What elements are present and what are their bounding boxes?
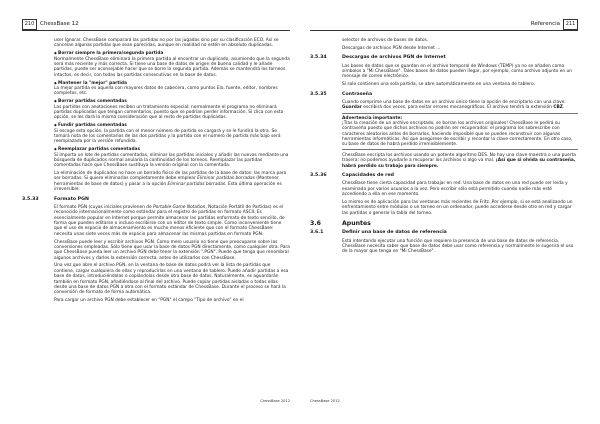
right-page-body [310,38,578,257]
pgn-downloads-body [310,64,578,88]
password-body [310,100,578,169]
section-number: 3.6 [310,219,321,227]
section-number: 3.5.35 [310,91,327,97]
text-run: Cuando comprime una base de datos en un archivo único tiene la opción de encriptarlo con una clave. [342,99,566,105]
text-run: Guardar [342,105,362,111]
option-heading: ◆ Borrar siempre la primera/segunda partida [54,51,290,56]
paragraph: ChessBase tiene cierta capacidad para trabajar en red. Una base de datos en una red puede ser leída y examinada por varios usuarios a la vez. Pero escribir sólo está permitido cuando nadie más esté accediendo a ella en ese momento. [342,181,568,197]
text-run: , Notación Portátil de Partidas) es el reconocido internacionalmente como estándar para el registro de partidas en formato ASCII. Es esencialmente popular en Internet porque permite almacenar las partidas enformato de texto sencillo, de forma que pueden editarse o incluso escribirse con un editor de texto simple. Como inconveniente tiene que el uso de espacio de almacenamiento es mucho menos eficiente que con el formato ChessBase: necesita unas siete veces más de espacio para almacenar las mismas partidas en formato PGN. [54,204,285,237]
warning-text: ¡Tras la creación de un archivo encriptado, se borran los archivos originales! ChessBase le pedirá su contraseña puesto que dichos archivos no podrán ser recuperados: el programa los sobrescribe con caracteres aleatorios antes de borrarlos, haciendo imposible que se pueden reconstruir con algunas herramientas informáticas. Así que asegúrese de escribir y recordar la clave correctamente. En otro caso, su base de datos de habrá perdido irremisiblemente. [342,121,573,148]
paragraph: Normalmente ChessBase eliminará la primera partida al encontrar un duplicado, asumiendo que la segunda será más reciente y más correcta. Si tiene una base de datos de origen de buena calidad y le añade partidas, puede ser aconsejable hacer que se borre la segunda partida. Además se mantendrá los torneos intactos, es decir, con todas las partidas consecutivas en la base de datos. [54,56,290,78]
paragraph: Las partidas con anotaciones reciben un tratamiento especial: normalmente el programa no eliminará partidas duplicadas que tengan comentarios, puesto que se podrían perder información. Si clica con esta opción, se les dará la misma consideración que al resto de partidas duplicadas. [54,104,284,121]
text-run: CBZ [553,105,563,111]
paragraph: Las bases de datos que se guardan en el archivo temporal de Windows (TEMP) ya no se añaden como símbolos a "Mi ChessBase". Tales bases de datos pueden llegar, por ejemplo, como archivo adjunto en un mensaje de correo electrónico. [342,63,573,80]
pgn-section-body [22,205,290,304]
section-title: Formato PGN [54,196,89,202]
left-intro-block [22,38,290,193]
section-number: 3.6.1 [310,230,324,236]
section-heading-reference-db [310,230,578,235]
left-page-number: 210 [22,19,37,30]
paragraph: Descargas de archivos PGN desde Internet ... [342,45,441,51]
option-heading: ◆ Fundir partidas comentadas [54,123,290,128]
left-page-header [22,19,290,29]
text-run: ¡Así que si olvida su contraseña, habrá perdido su trabajo para siempre. [342,158,576,169]
section-heading-apuntes [310,221,578,226]
section-heading-pgn-downloads [310,55,578,60]
text-run: . [562,105,565,111]
section-title: Contraseña [342,91,373,97]
paragraph: user Ignorar. ChessBase comparará las partidas no por las jugadas sino por su clasificación ECO. Así se cancelan algunas partidas que sean parecidas, aunque en realidad no estén en absoluto duplicadas. [54,38,279,49]
right-header-rule [310,30,578,31]
paragraph [342,100,578,111]
text-run: Lo mismo es de aplicación para las ventanas más recientes de Fritz. [342,199,492,205]
text-run: Portable Game Notation [153,204,206,210]
section-title: Capacidades de red [342,172,394,178]
section-title: Descargas de archivos PGN de Internet [342,55,446,61]
paragraph: La mejor partida es aquella con mayores datos de cabecera, como puntos Elo, fuente, editor, nombres completos, etc. [54,85,278,97]
paragraph: Si importa un lote de partidas comentadas, eliminar las partidas iniciales y añadir las nuevas mediante una búsqueda de duplicados normal anularía la continuidad de los torneos. Reemplazar las partidas comentadas hace que ChessBase sustituya la versión original con la comentada. [54,152,289,169]
section-title: Definir una base de datos de referencia [342,230,447,236]
right-footer: ChessBase 2012 [310,399,340,403]
text-run: . Esta última operación es irreversible. [54,181,282,193]
paragraph: Para cargar un archivo PGN debe establecer en "PGN" el campo "Tipo de archivo" en el [54,298,244,304]
section-number: 3.5.33 [22,196,39,202]
paragraph: Si solo contienen una sola partida, se abre automáticamente en una ventana de tablero. [342,82,535,88]
option-heading: ◆ Borrar partidas comentadas [54,99,290,104]
section-number: 3.5.36 [310,172,327,178]
text-run: escribirá dos veces, para evitar errores mecanográficos. El archivo tendrá la extensión [361,105,554,111]
paragraph [342,200,578,216]
left-page-title: ChessBase 12 [40,21,79,27]
paragraph [54,205,290,237]
network-body [310,181,578,216]
right-page [300,0,600,424]
option-heading: ◆ Reemplazar partidas comentadas [54,147,290,152]
paragraph [54,171,290,192]
warning-note [342,113,578,150]
section-title: Apuntes [342,219,371,227]
paragraph: Una vez que abre el archivo PGN, en la ventana de base de datos podrá ver la lista de partidas que contiene, cargar cualquiera de ellas y reproducirlas en una ventana de tablero. Puede añadir partidas a esa base de datos, introduciéndolas o copiándolas desde otra base de datos. Naturalmente, es aguardarán también en formato PGN, añadiéndose al final del archivo. Puede copiar partidas aisladas o todas ellas desde una base de datos PGN a otra con el formato estándar de ChessBase. Durante el proceso se hará la conversión de formato de forma automática. [54,263,289,296]
left-footer: ChessBase 2012 [260,399,290,403]
section-heading-password [310,92,578,97]
text-run: El formato PGN (cuyas iniciales provienen de [54,204,154,210]
text-run: Eliminar partidas borradas [197,176,255,182]
text-run: La eliminación de duplicados no hace un borrado físico de las partidas de la base de datos: las marca para ser borradas. Si quiere eliminarlas completamente debe emplear [54,171,287,182]
left-header-rule [22,30,290,31]
paragraph: selector de archivos de bases de datos. [342,38,429,43]
section-heading-network [310,173,578,178]
right-page-header [310,19,578,29]
left-page-body [22,38,290,306]
section-heading-pgn-format [22,197,290,202]
text-run: , si se está analizando un enfrentamiento entre módulos o un torneo en un ordenador, puede accederse desde otro en red y cargar las partidas o generar la tabla del torneo. [342,199,573,216]
option-heading: ◆ Mantener la "mejor" partida [54,81,290,86]
paragraph: Está intentando ejecutar una función que requiere la presencia de una base de datos de referencia. ChessBase necesita saber que base de datos debe usar como referencia y normalmente le sugerirá el uso de la mayor que tenga en "Mi ChessBase". [342,238,574,255]
text-run: ChessBase encripta los archivos usando un potente algoritmo DES. No hay una clave maestra o una puerta trasera: no podemos ayudarle a recuperar los archivos si algo va mal. [342,152,576,164]
reference-db-body [310,239,578,255]
text-run: (Mantener herramientas de base de datos) y pasar a la opción [54,176,279,187]
section-number: 3.5.34 [310,55,327,61]
paragraph: Si escoge esta opción, la partida con el menor número de partida se cargará y se le fundirá la otra. Se tomará nota de los comentarios de las dos partidas y la partida con el número de partida más bajo será reemplazada por la versión refundida. [54,128,281,145]
paragraph [342,153,578,169]
right-page-number: 211 [563,19,578,30]
right-intro-block [310,38,578,51]
text-run: Eliminar partidas borradas [167,181,226,187]
paragraph: ChessBase puede leer y escribir archivos PGN. Como mero usuario no tiene que preocuparse sobre las conversiones empleadas. Sólo tiene que usar la base de datos PGN directamente, como cualquier otra. Para que ChessBase pueda leer un archivo PGN debe tener la extensión ".PGN". Puede que tenga que renombrar algunos archivos y darles la extensión correcta, antes de utilizarlos con ChessBase. [54,239,290,261]
warning-title: Advertencia importante: [342,115,403,121]
text-run: Por ejemplo [491,199,518,205]
right-page-title: Referencia [530,21,560,27]
